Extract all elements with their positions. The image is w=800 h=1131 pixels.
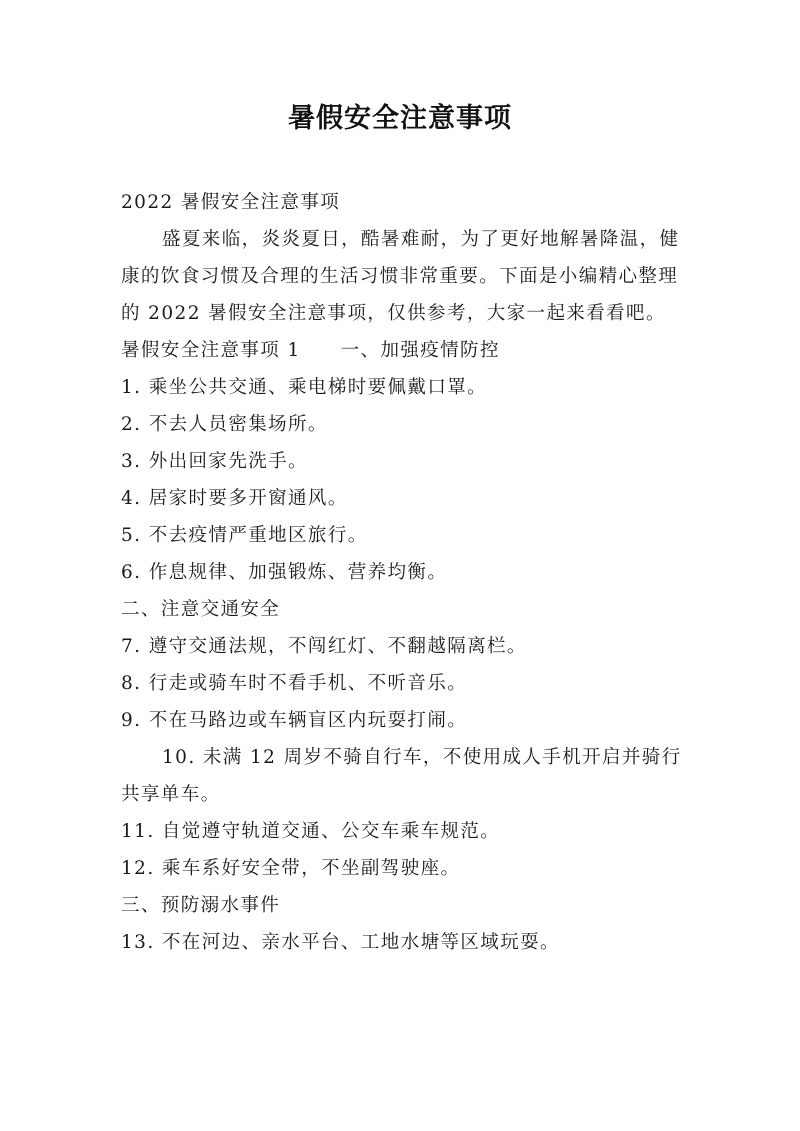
list-item: 6. 作息规律、加强锻炼、营养均衡。 (121, 562, 448, 583)
part-label: 暑假安全注意事项 1 (121, 340, 301, 361)
section-heading-3: 三、预防溺水事件 (121, 895, 281, 916)
list-item: 5. 不去疫情严重地区旅行。 (121, 525, 368, 546)
section-heading-2: 二、注意交通安全 (121, 599, 281, 620)
list-item: 8. 行走或骑车时不看手机、不听音乐。 (121, 673, 468, 694)
list-item: 11. 自觉遵守轨道交通、公交车乘车规范。 (121, 821, 501, 842)
list-item: 9. 不在马路边或车辆盲区内玩耍打闹。 (121, 710, 468, 731)
list-item: 1. 乘坐公共交通、乘电梯时要佩戴口罩。 (121, 377, 488, 398)
list-item: 3. 外出回家先洗手。 (121, 451, 308, 472)
list-item: 2. 不去人员密集场所。 (121, 414, 328, 435)
subtitle: 2022 暑假安全注意事项 (121, 192, 341, 213)
document-body (121, 184, 686, 961)
intro-paragraph: 盛夏来临，炎炎夏日，酷暑难耐，为了更好地解暑降温，健康的饮食习惯及合理的生活习惯非常重要。下面是小编精心整理的 2022 暑假安全注意事项，仅供参考，大家一起来看看吧。 (121, 229, 680, 324)
section-heading-1: 一、加强疫情防控 (340, 340, 500, 361)
list-item: 4. 居家时要多开窗通风。 (121, 488, 348, 509)
list-item: 13. 不在河边、亲水平台、工地水塘等区域玩耍。 (121, 932, 560, 953)
document-title: 暑假安全注意事项 (288, 103, 512, 134)
list-item: 12. 乘车系好安全带，不坐副驾驶座。 (121, 858, 461, 879)
list-item: 10. 未满 12 周岁不骑自行车，不使用成人手机开启并骑行共享单车。 (121, 747, 682, 805)
part-heading-line (121, 332, 686, 369)
list-item: 7. 遵守交通法规，不闯红灯、不翻越隔离栏。 (121, 636, 527, 657)
